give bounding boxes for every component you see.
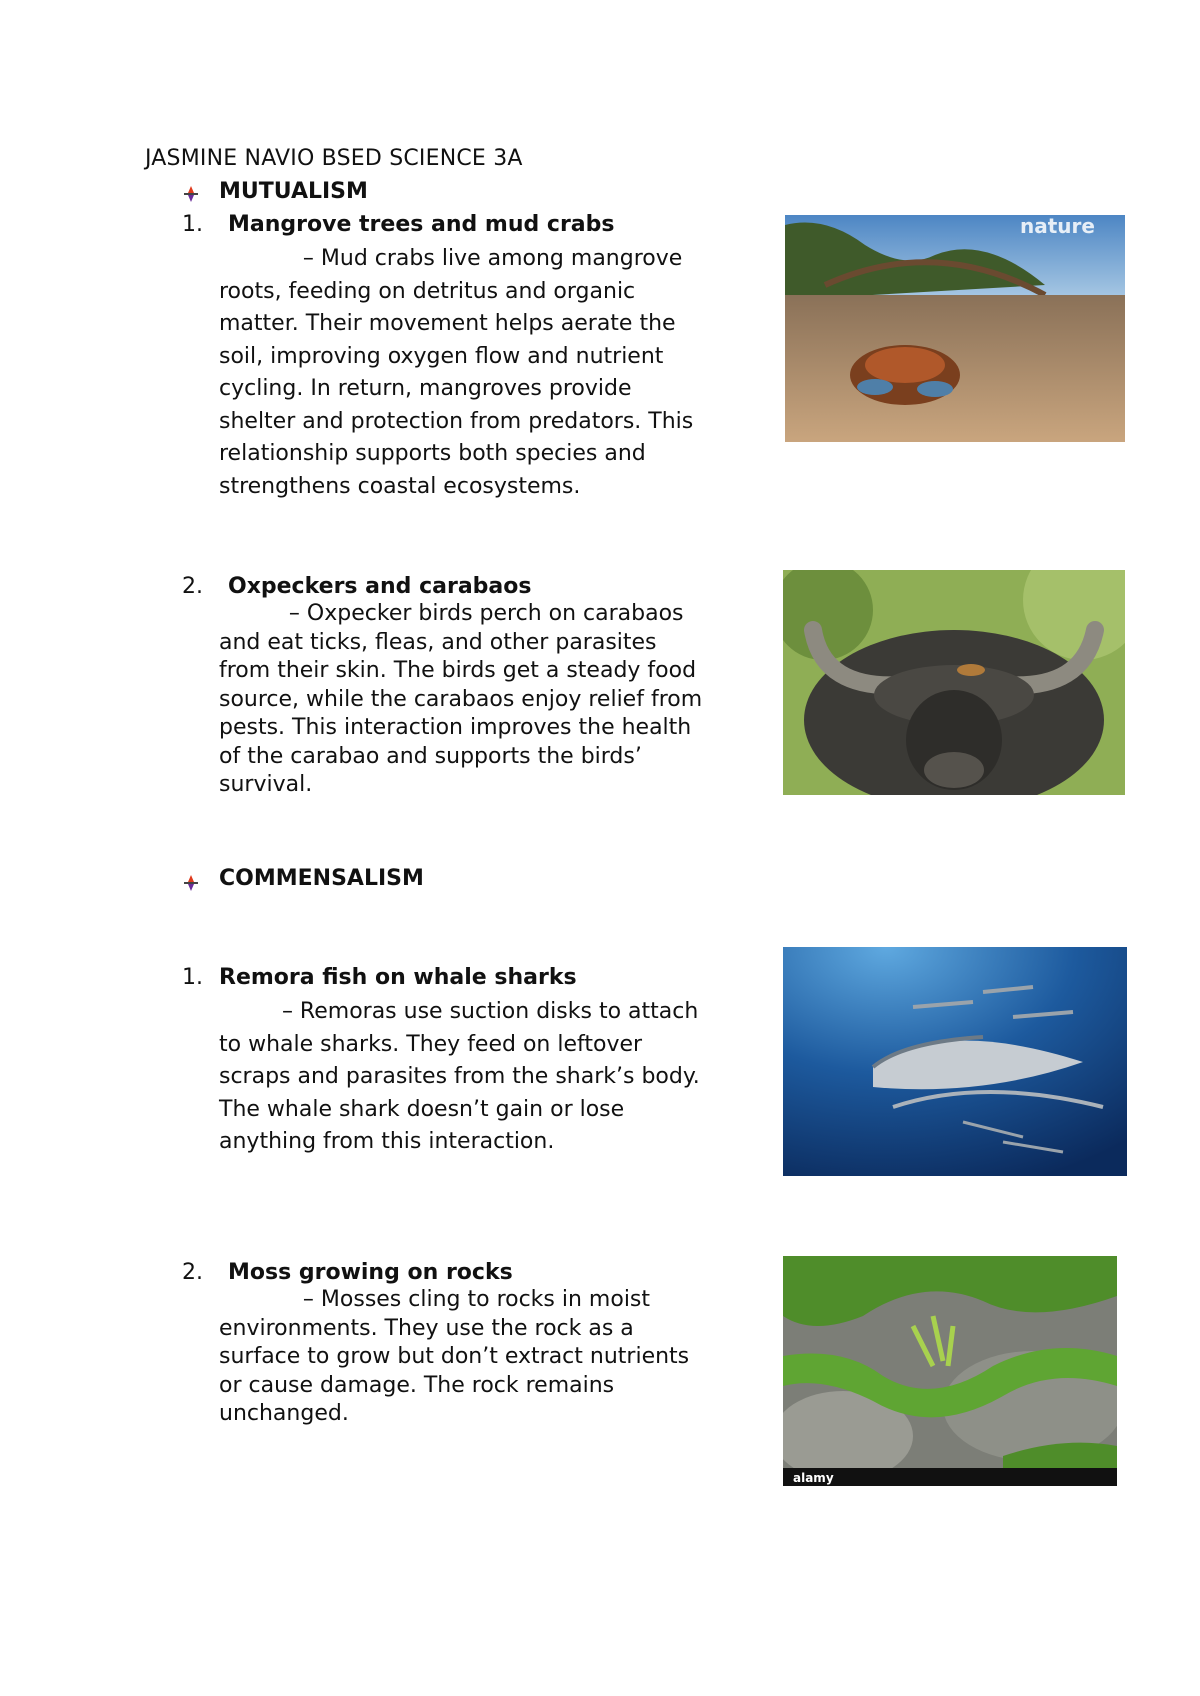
item-title: Remora fish on whale sharks <box>219 965 577 990</box>
item-description <box>219 600 764 800</box>
text-line: shelter and protection from predators. This <box>219 408 694 434</box>
text-line: scraps and parasites from the shark’s body. <box>219 1064 700 1089</box>
text-line: survival. <box>219 772 313 797</box>
text-line: – Mosses cling to rocks in moist <box>219 1287 651 1312</box>
text-line: – Mud crabs live among mangrove <box>219 246 683 271</box>
text-line: from their skin. The birds get a steady food <box>219 658 697 683</box>
text-line: The whale shark doesn’t gain or lose <box>219 1096 625 1122</box>
item-title: Mangrove trees and mud crabs <box>228 212 615 237</box>
text-line: surface to grow but don’t extract nutrients <box>219 1344 690 1369</box>
list-number: 1. <box>182 965 203 990</box>
text-line: anything from this interaction. <box>219 1129 555 1154</box>
crab-photo-icon <box>785 215 1125 442</box>
item-title: Oxpeckers and carabaos <box>228 574 532 599</box>
buffalo-photo-icon <box>783 570 1125 795</box>
whale-shark-photo-icon <box>783 947 1127 1176</box>
item-description <box>219 243 764 503</box>
arrow-bullet-icon <box>182 874 200 892</box>
section-title-mutualism: MUTUALISM <box>219 179 368 204</box>
section-title-commensalism: COMMENSALISM <box>219 866 424 891</box>
text-line: or cause damage. The rock remains <box>219 1372 615 1398</box>
text-line: pests. This interaction improves the health <box>219 715 692 740</box>
text-line: relationship supports both species and <box>219 441 646 466</box>
document-header: JASMINE NAVIO BSED SCIENCE 3A <box>145 146 523 171</box>
list-number: 1. <box>182 212 203 237</box>
text-line: of the carabao and supports the birds’ <box>219 743 642 769</box>
moss-rock-photo-icon <box>783 1256 1117 1486</box>
text-line: source, while the carabaos enjoy relief from <box>219 686 703 712</box>
text-line: to whale sharks. They feed on leftover <box>219 1031 643 1057</box>
text-line: strengthens coastal ecosystems. <box>219 473 581 499</box>
list-number: 2. <box>182 1260 203 1285</box>
arrow-bullet-icon <box>182 185 200 203</box>
text-line: matter. Their movement helps aerate the <box>219 311 676 336</box>
watermark: alamy <box>793 1471 834 1485</box>
text-line: roots, feeding on detritus and organic <box>219 278 636 304</box>
text-line: – Oxpecker birds perch on carabaos <box>219 601 684 626</box>
watermark: nature <box>1020 215 1095 238</box>
text-line: soil, improving oxygen flow and nutrient <box>219 343 664 369</box>
text-line: – Remoras use suction disks to attach <box>219 999 699 1024</box>
list-number: 2. <box>182 574 203 599</box>
text-line: environments. They use the rock as a <box>219 1315 634 1341</box>
item-description <box>219 1286 764 1429</box>
text-line: cycling. In return, mangroves provide <box>219 376 632 401</box>
item-title: Moss growing on rocks <box>228 1260 513 1285</box>
text-line: unchanged. <box>219 1401 349 1426</box>
text-line: and eat ticks, fleas, and other parasites <box>219 629 657 655</box>
item-description <box>219 996 764 1159</box>
